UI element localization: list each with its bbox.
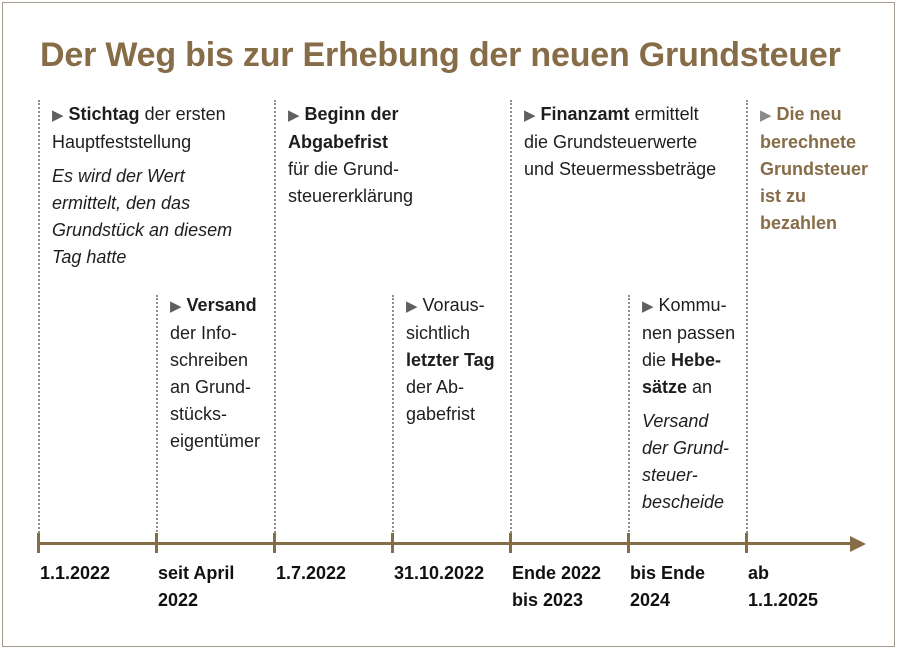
play-triangle-icon: ▶	[524, 107, 536, 124]
date-label: seit April 2022	[158, 563, 235, 610]
axis-tick	[391, 533, 394, 553]
timeline-axis	[38, 542, 856, 545]
axis-tick	[745, 533, 748, 553]
axis-tick	[37, 533, 40, 553]
note-letzter-tag: ▶ Voraus- sichtlich letzter Tag der Ab- gabefrist	[406, 295, 495, 424]
date-label: 1.1.2022	[40, 563, 111, 583]
note-finanzamt: ▶ Finanzamt ermittelt die Grundsteuerwerte und Steuermessbeträge	[524, 104, 717, 179]
guide-line-2	[156, 295, 158, 540]
play-triangle-icon: ▶	[406, 298, 418, 315]
note-kommunen: ▶ Kommu- nen passen die Hebe- sätze an Versand der Grund- steuer- bescheide	[642, 295, 736, 512]
axis-tick	[509, 533, 512, 553]
note-beginn-abgabefrist: ▶ Beginn der Abgabefrist für die Grund- steuererklärung	[288, 104, 414, 206]
date-label: Ende 2022 bis 2023	[512, 563, 602, 610]
page-title: Der Weg bis zur Erhebung der neuen Grundsteuer	[40, 36, 841, 74]
note-bezahlen: ▶ Die neu berechnete Grundsteuer ist zu bezahlen	[760, 104, 869, 233]
date-label: bis Ende 2024	[630, 563, 706, 610]
guide-line-6	[628, 295, 630, 540]
guide-line-1	[38, 100, 40, 540]
date-label: ab 1.1.2025	[748, 563, 819, 610]
axis-tick	[155, 533, 158, 553]
play-triangle-icon: ▶	[288, 107, 300, 124]
note-versand: ▶ Versand der Info- schreiben an Grund- stücks- eigentümer	[170, 295, 261, 451]
play-triangle-icon: ▶	[760, 107, 772, 124]
axis-tick	[627, 533, 630, 553]
play-triangle-icon: ▶	[642, 298, 654, 315]
date-label: 1.7.2022	[276, 563, 347, 583]
note-stichtag: ▶ Stichtag der ersten Hauptfeststellung Es wird der Wert ermittelt, den das Grundstück an diesem Tag hatte	[52, 104, 233, 267]
guide-line-4	[392, 295, 394, 540]
arrow-right-icon	[850, 536, 866, 552]
play-triangle-icon: ▶	[170, 298, 182, 315]
axis-tick	[273, 533, 276, 553]
date-label: 31.10.2022	[394, 563, 485, 583]
play-triangle-icon: ▶	[52, 107, 64, 124]
